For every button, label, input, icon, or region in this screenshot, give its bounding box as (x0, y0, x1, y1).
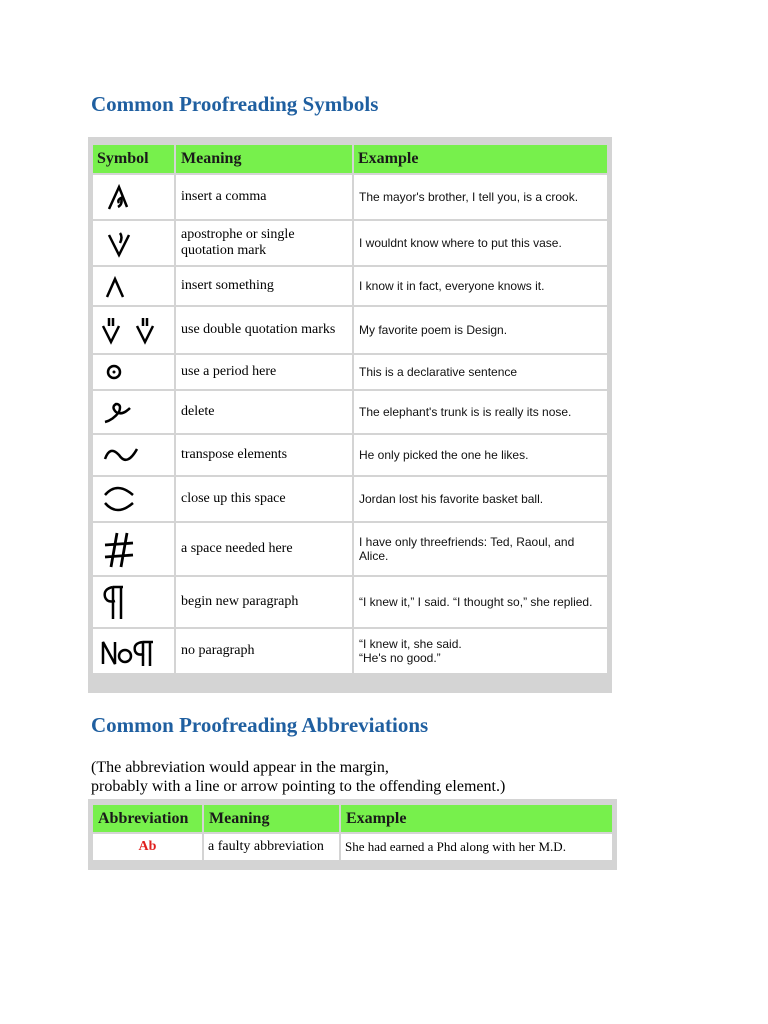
table-row (93, 629, 607, 673)
abbreviation-cell: Ab (93, 834, 202, 860)
example-cell: She had earned a Phd along with her M.D. (341, 834, 612, 860)
symbol-cell (93, 435, 174, 475)
meaning-cell: insert something (176, 267, 352, 305)
meaning-cell: use a period here (176, 355, 352, 389)
example-cell: “I knew it,” I said. “I thought so,” she replied. (354, 577, 607, 627)
meaning-cell: begin new paragraph (176, 577, 352, 627)
close-up-icon (97, 481, 157, 517)
double-quote-carets-icon (97, 312, 163, 348)
intro-line-1: (The abbreviation would appear in the margin, (91, 759, 389, 776)
example-cell: I know it in fact, everyone knows it. (354, 267, 607, 305)
symbol-cell (93, 523, 174, 575)
example-cell (354, 629, 607, 673)
meaning-cell: a space needed here (176, 523, 352, 575)
example-line-1: “I knew it, she said. (359, 637, 462, 651)
abbreviations-heading: Common Proofreading Abbreviations (91, 713, 429, 737)
meaning-cell: use double quotation marks (176, 307, 352, 353)
header-meaning: Meaning (204, 805, 339, 832)
delete-loop-icon (97, 394, 157, 430)
symbols-table (91, 143, 609, 675)
header-abbreviation: Abbreviation (93, 805, 202, 832)
header-example: Example (341, 805, 612, 832)
no-paragraph-icon (97, 634, 163, 668)
table-row (93, 221, 607, 265)
symbol-cell (93, 307, 174, 353)
table-row (93, 267, 607, 305)
table-row (93, 435, 607, 475)
comma-caret-icon (97, 179, 157, 215)
table-row (93, 577, 607, 627)
table-row (93, 175, 607, 219)
meaning-cell: close up this space (176, 477, 352, 521)
example-cell: This is a declarative sentence (354, 355, 607, 389)
header-symbol: Symbol (93, 145, 174, 173)
symbol-cell (93, 477, 174, 521)
abbreviations-table-header-row (93, 805, 612, 832)
symbols-table-header-row (93, 145, 607, 173)
symbol-cell (93, 629, 174, 673)
meaning-cell: no paragraph (176, 629, 352, 673)
example-cell: I wouldnt know where to put this vase. (354, 221, 607, 265)
symbol-cell (93, 391, 174, 433)
symbol-cell (93, 577, 174, 627)
meaning-cell: apostrophe or single quotation mark (176, 221, 352, 265)
meaning-cell: transpose elements (176, 435, 352, 475)
table-row (93, 307, 607, 353)
intro-line-2: probably with a line or arrow pointing to the offending element.) (91, 778, 506, 795)
meaning-cell: delete (176, 391, 352, 433)
symbols-table-frame (88, 137, 612, 693)
symbol-cell (93, 267, 174, 305)
apostrophe-caret-icon (97, 225, 157, 261)
table-row (93, 477, 607, 521)
meaning-cell: a faulty abbreviation (204, 834, 339, 860)
example-cell: The mayor's brother, I tell you, is a crook. (354, 175, 607, 219)
circled-period-icon (97, 359, 157, 385)
symbol-cell (93, 175, 174, 219)
pilcrow-icon (97, 581, 157, 623)
caret-icon (97, 271, 157, 301)
example-cell: The elephant's trunk is is really its nose. (354, 391, 607, 433)
example-line-2: “He's no good.” (359, 651, 441, 665)
symbol-cell (93, 221, 174, 265)
example-cell: Jordan lost his favorite basket ball. (354, 477, 607, 521)
hash-icon (97, 527, 157, 571)
header-meaning: Meaning (176, 145, 352, 173)
header-example: Example (354, 145, 607, 173)
example-cell: He only picked the one he likes. (354, 435, 607, 475)
table-row (93, 523, 607, 575)
example-cell: I have only threefriends: Ted, Raoul, and Alice. (354, 523, 607, 575)
abbreviations-table (91, 803, 614, 862)
table-row (93, 391, 607, 433)
table-row (93, 834, 612, 860)
abbreviations-table-frame (88, 799, 617, 870)
example-cell: My favorite poem is Design. (354, 307, 607, 353)
symbol-cell (93, 355, 174, 389)
table-row (93, 355, 607, 389)
meaning-cell: insert a comma (176, 175, 352, 219)
transpose-curve-icon (97, 439, 157, 471)
symbols-heading: Common Proofreading Symbols (91, 92, 379, 116)
abbreviations-intro (91, 758, 505, 796)
